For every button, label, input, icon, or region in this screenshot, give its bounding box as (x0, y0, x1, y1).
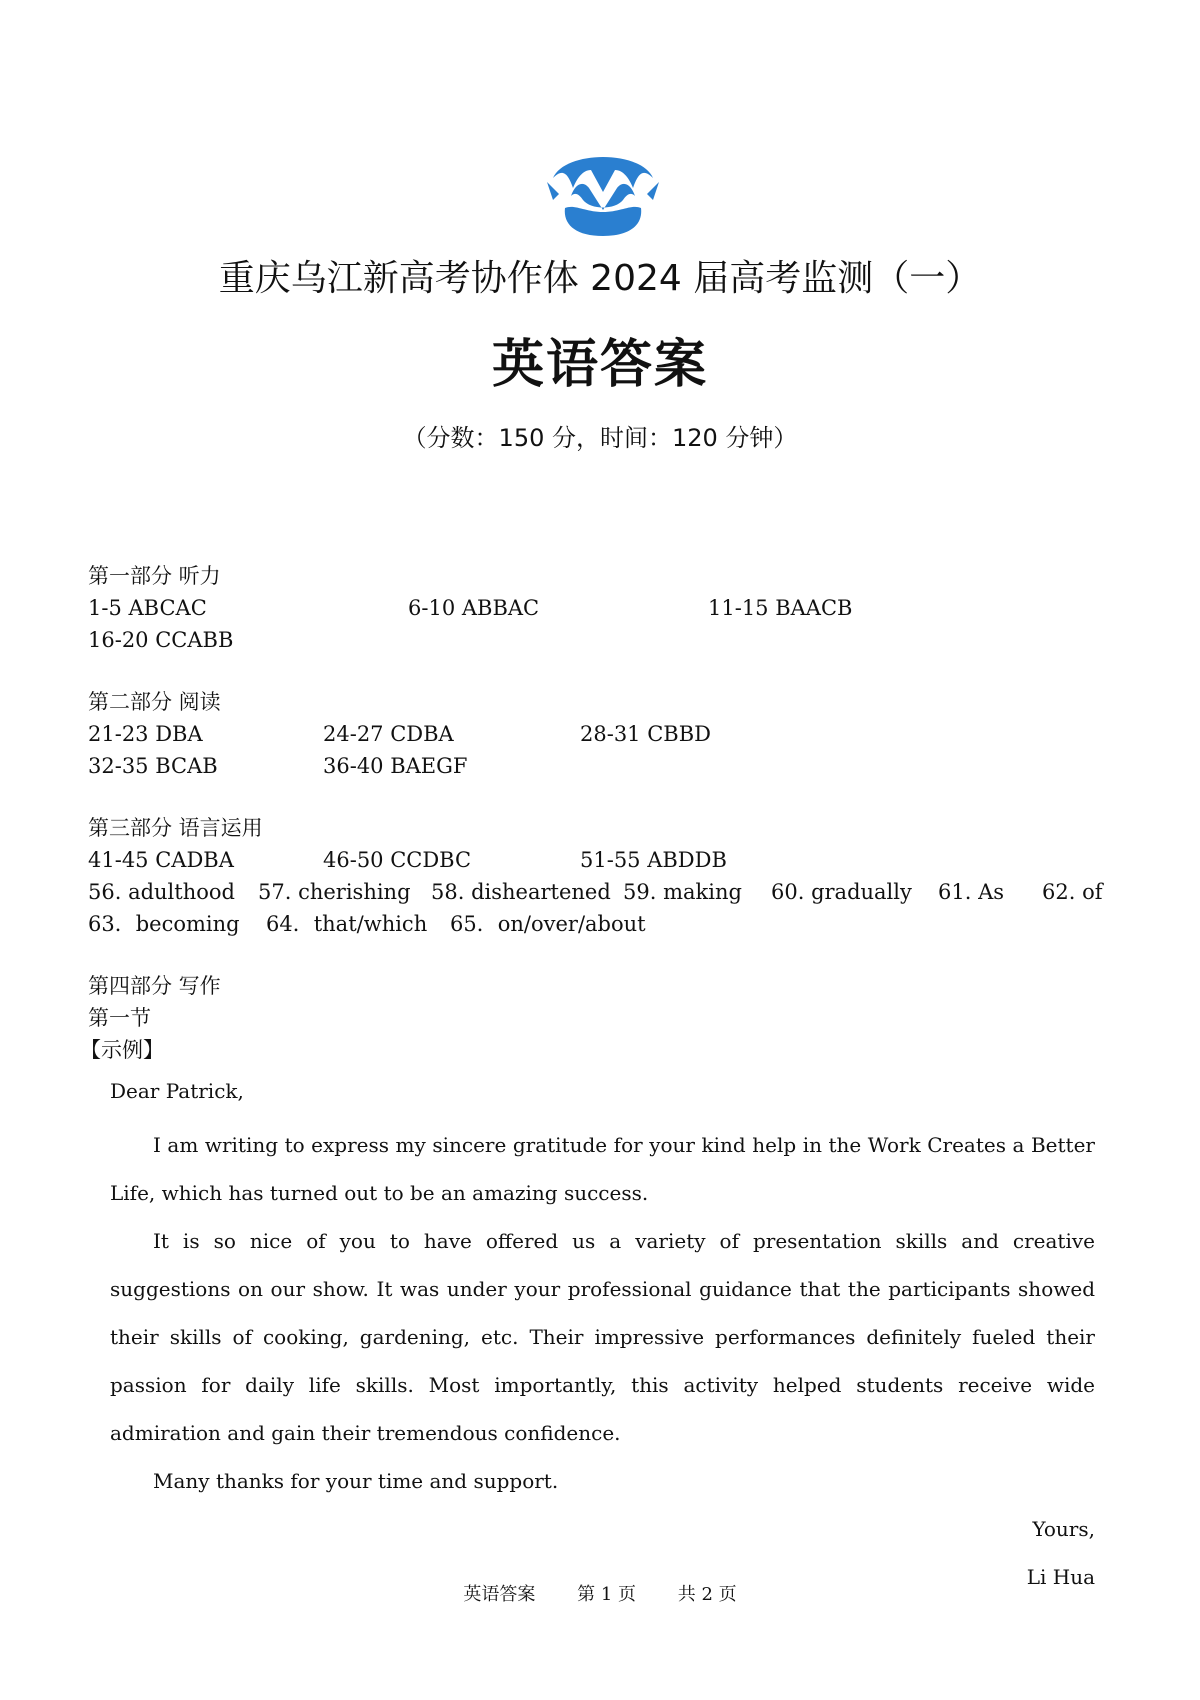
answer-row (88, 876, 1108, 908)
footer-total-pages: 共 2 页 (677, 1584, 737, 1605)
letter-salutation: Dear Patrick, (110, 1079, 244, 1103)
example-tag: 【示例】 (80, 1038, 164, 1062)
answer-item: 64．that/which (266, 912, 428, 936)
letter-paragraph: It is so nice of you to have offered us a variety of presentation skills and creative suggestions on our show. It was under your professional guidance that the participants showed their skills of cooking, gardening, etc. Their impressive performances definitely fueled their passion for daily life skills. Most importantly, this activity helped students receive wide admiration and gain their tremendous confidence. (110, 1229, 1095, 1445)
answer-row (88, 718, 1108, 750)
answer-item: 58. disheartened (431, 880, 611, 904)
answer-group: 32-35 BCAB (88, 754, 218, 778)
answer-group: 41-45 CADBA (88, 848, 234, 872)
answer-group: 51-55 ABDDB (580, 848, 727, 872)
answer-item: 63．becoming (88, 912, 240, 936)
section-heading-listening: 第一部分 听力 (88, 564, 221, 588)
answer-group: 11-15 BAACB (708, 596, 853, 620)
letter-paragraph: Many thanks for your time and support. (153, 1469, 559, 1493)
letter-paragraph: I am writing to express my sincere gratitude for your kind help in the Work Creates a Better Life, which has turned out to be an amazing success. (110, 1133, 1095, 1205)
subsection-heading: 第一节 (88, 1006, 151, 1030)
answer-item: 60. gradually (771, 880, 912, 904)
section-heading-reading: 第二部分 阅读 (88, 690, 221, 714)
answer-group: 1-5 ABCAC (88, 596, 207, 620)
answer-item: 65．on/over/about (450, 912, 646, 936)
answer-group: 36-40 BAEGF (323, 754, 468, 778)
answer-item: 57. cherishing (258, 880, 411, 904)
answer-row (88, 844, 1108, 876)
answer-item: 62. of (1042, 880, 1103, 904)
main-title: 英语答案 (491, 335, 708, 395)
page-footer (0, 1580, 1200, 1606)
letter-signature: Li Hua (1026, 1565, 1095, 1589)
answer-group: 21-23 DBA (88, 722, 203, 746)
answer-row (88, 592, 1108, 624)
section-heading-language-use: 第三部分 语言运用 (88, 816, 263, 840)
footer-page-number: 第 1 页 (577, 1584, 636, 1605)
letter-closing: Yours, (1032, 1517, 1095, 1541)
answer-row (88, 908, 1108, 940)
sample-letter (110, 1075, 1095, 1601)
score-time-subtitle: （分数：150 分，时间：120 分钟） (402, 424, 798, 452)
document-title: 重庆乌江新高考协作体 2024 届高考监测（一） (218, 258, 982, 299)
answer-group: 24-27 CDBA (323, 722, 454, 746)
answer-item: 59. making (623, 880, 742, 904)
footer-doc-name: 英语答案 (463, 1584, 536, 1605)
answer-item: 61. As (938, 880, 1005, 904)
answer-item: 56. adulthood (88, 880, 235, 904)
answer-key (80, 560, 1108, 1066)
answer-group: 46-50 CCDBC (323, 848, 472, 872)
answer-row (88, 624, 1108, 656)
section-heading-writing: 第四部分 写作 (88, 974, 221, 998)
answer-group: 6-10 ABBAC (408, 596, 540, 620)
answer-group: 16-20 CCABB (88, 628, 234, 652)
organization-logo (545, 148, 661, 238)
answer-row (88, 750, 1108, 782)
answer-group: 28-31 CBBD (580, 722, 711, 746)
